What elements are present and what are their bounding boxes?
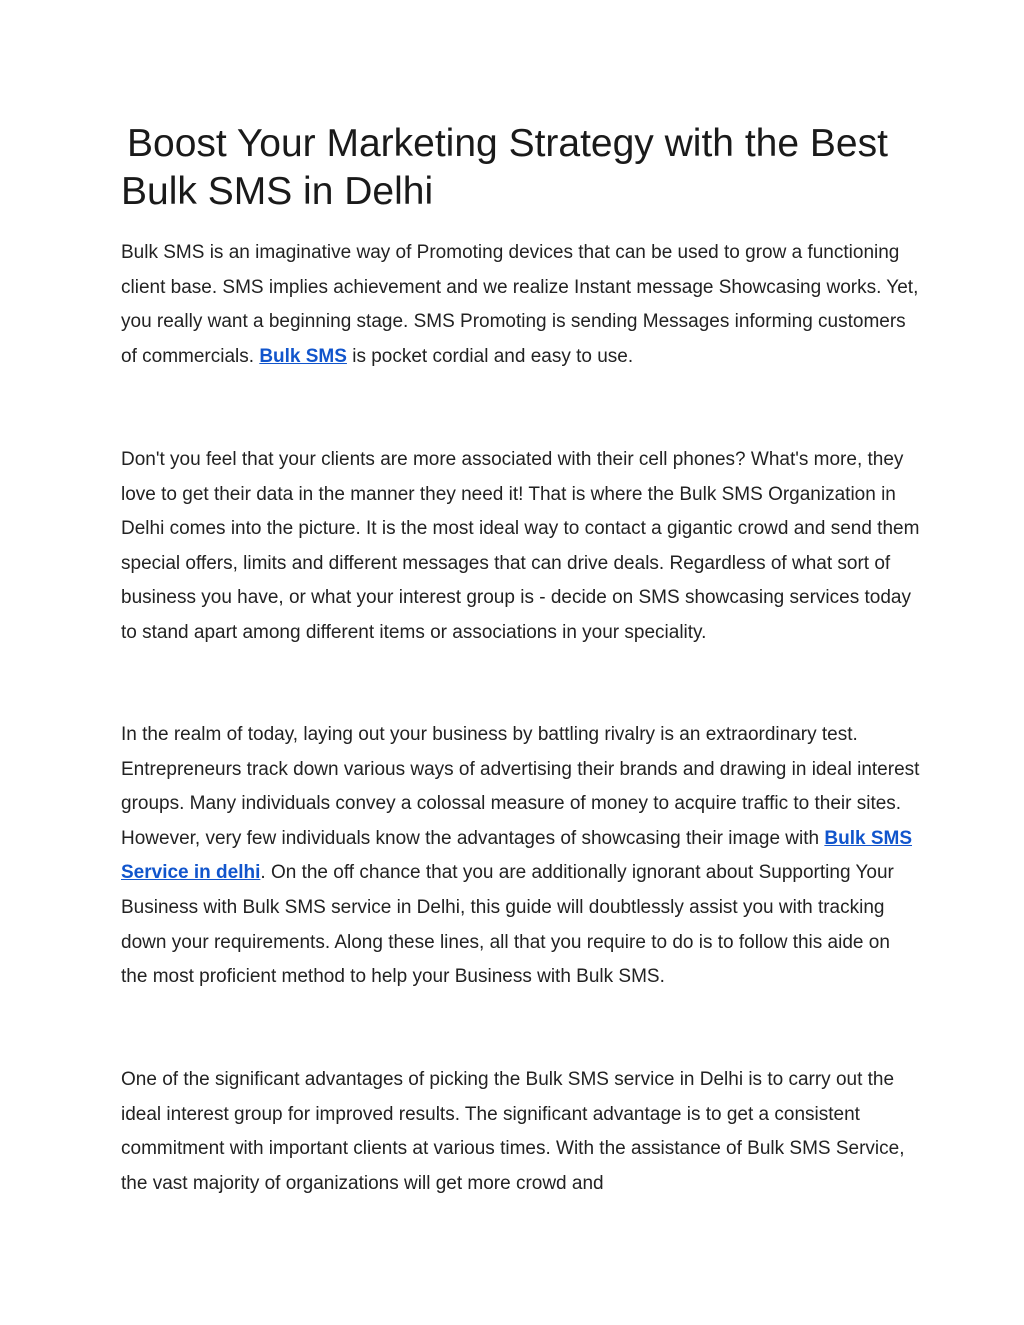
paragraph-1-text-after: is pocket cordial and easy to use. bbox=[346, 345, 634, 367]
page-title bbox=[121, 120, 921, 216]
bulk-sms-link[interactable]: Bulk SMS bbox=[259, 345, 347, 367]
paragraph-2: Don't you feel that your clients are more associated with their cell phones? What's more, they love to get their data in the manner they need it! That is where the Bulk SMS Organization in Delhi comes into the picture. It is the most ideal way to contact a gigantic crowd and send them special offers, limits and different messages that can drive deals. Regardless of what sort of business you have, or what your interest group is - decide on SMS showcasing services today to stand apart among different items or associations in your speciality. bbox=[121, 449, 920, 643]
paragraph-3-text-after: . On the off chance that you are additionally ignorant about Supporting Your Business with Bulk SMS service in Delhi, this guide will doubtlessly assist you with tracking down your requirements. Along these lines, all that you require to do is to follow this aide on the most proficient method to help your Business with Bulk SMS. bbox=[121, 862, 894, 988]
bulk-sms-service-delhi-link[interactable]: Bulk SMS Service in delhi bbox=[121, 827, 912, 884]
title-line-2: Bulk SMS in Delhi bbox=[121, 170, 434, 213]
paragraph-3-text-before: In the realm of today, laying out your business by battling rivalry is an extraordinary test. Entrepreneurs track down various ways of advertising their brands and drawing in ideal interest groups. Many individuals convey a colossal measure of money to acquire traffic to their sites. However, very few individuals know the advantages of showcasing their image with bbox=[121, 724, 920, 849]
paragraph-3 bbox=[121, 718, 921, 995]
paragraph-1 bbox=[121, 236, 921, 374]
paragraph-1-text-before: Bulk SMS is an imaginative way of Promoting devices that can be used to grow a functioning client base. SMS implies achievement and we realize Instant message Showcasing works. Yet, you really want a beginning stage. SMS Promoting is sending Messages informing customers of commercials. bbox=[121, 242, 919, 367]
paragraph-4: One of the significant advantages of picking the Bulk SMS service in Delhi is to carry out the ideal interest group for improved results. The significant advantage is to get a consistent commitment with important clients at various times. With the assistance of Bulk SMS Service, the vast majority of organizations will get more crowd and bbox=[121, 1069, 905, 1194]
title-line-1: Boost Your Marketing Strategy with the Best bbox=[127, 122, 888, 165]
